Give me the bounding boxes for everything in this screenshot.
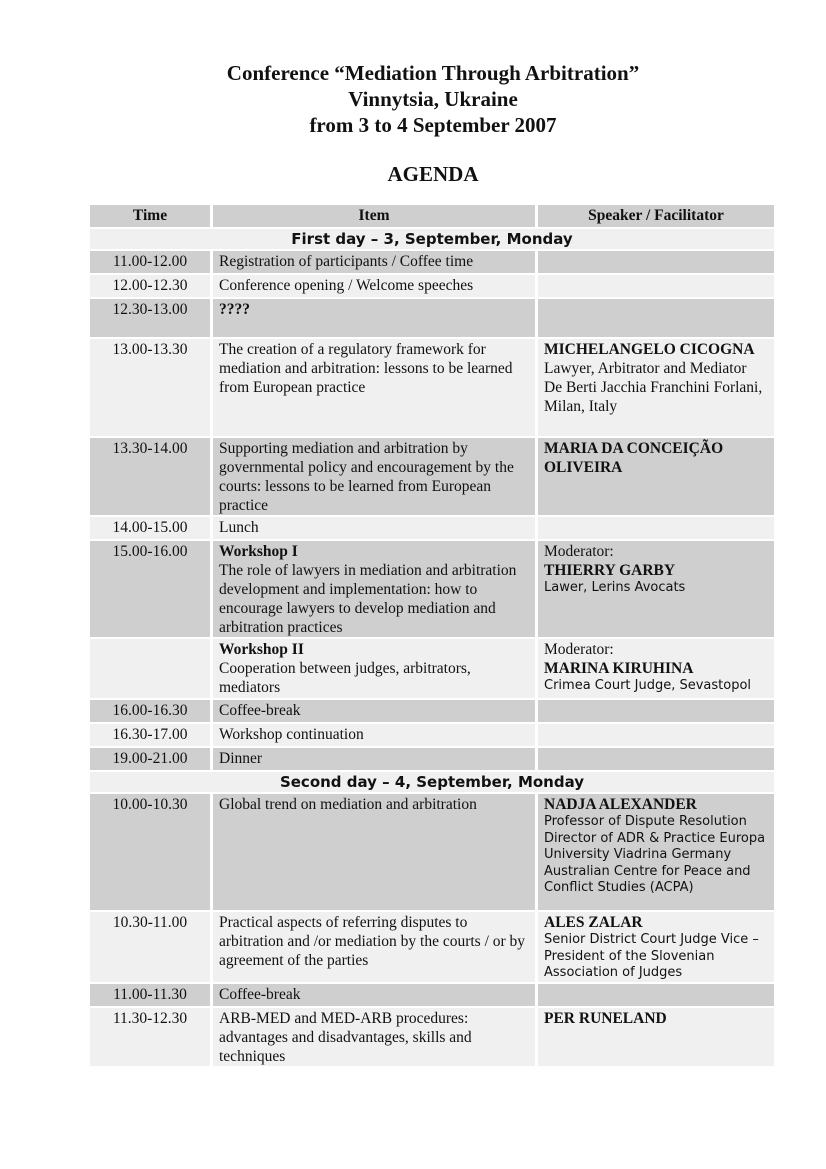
item-cell: Dinner	[213, 748, 535, 770]
item-cell	[213, 639, 535, 698]
column-header-time: Time	[90, 205, 210, 227]
table-header-row	[90, 205, 774, 227]
item-cell: Lunch	[213, 517, 535, 539]
speaker-detail: Professor of Dispute Resolution Director of ADR & Practice Europa University Viadrina Germany Australian Centre for Peace and Conflict Studies (ACPA)	[544, 814, 766, 895]
time-cell: 15.00-16.00	[90, 541, 210, 637]
table-row	[90, 339, 774, 436]
speaker-role: Moderator:	[544, 641, 614, 658]
speaker-cell	[538, 984, 774, 1006]
item-cell: Registration of participants / Coffee time	[213, 251, 535, 273]
day-one-label: First day – 3, September, Monday	[90, 229, 774, 249]
table-row	[90, 700, 774, 722]
speaker-cell	[538, 339, 774, 436]
time-cell: 16.30-17.00	[90, 724, 210, 746]
speaker-cell	[538, 275, 774, 297]
table-row	[90, 517, 774, 539]
speaker-cell	[538, 794, 774, 910]
time-cell: 16.00-16.30	[90, 700, 210, 722]
conference-dates: from 3 to 4 September 2007	[309, 113, 557, 137]
speaker-name: MARIA DA CONCEIÇÃO OLIVEIRA	[538, 438, 774, 515]
speaker-cell	[538, 541, 774, 637]
item-cell: Coffee-break	[213, 984, 535, 1006]
table-row	[90, 541, 774, 637]
speaker-cell	[538, 251, 774, 273]
table-row	[90, 275, 774, 297]
agenda-title: AGENDA	[387, 162, 479, 186]
item-cell: Supporting mediation and arbitration by governmental policy and encouragement by the courts: lessons to be learned from European practice	[213, 438, 535, 515]
speaker-cell	[538, 912, 774, 982]
time-cell: 11.30-12.30	[90, 1008, 210, 1066]
time-cell: 12.00-12.30	[90, 275, 210, 297]
workshop-description: Cooperation between judges, arbitrators, mediators	[219, 660, 471, 696]
speaker-cell	[538, 517, 774, 539]
speaker-cell	[538, 748, 774, 770]
time-cell: 19.00-21.00	[90, 748, 210, 770]
item-cell: Conference opening / Welcome speeches	[213, 275, 535, 297]
workshop-description: The role of lawyers in mediation and arbitration development and implementation: how to encourage lawyers to develop mediation and arbitration practices	[219, 562, 517, 636]
item-cell: Practical aspects of referring disputes to arbitration and /or mediation by the courts / or by agreement of the parties	[213, 912, 535, 982]
speaker-cell	[538, 724, 774, 746]
agenda-table	[90, 205, 774, 1068]
table-row	[90, 984, 774, 1006]
item-cell: ARB-MED and MED-ARB procedures: advantages and disadvantages, skills and techniques	[213, 1008, 535, 1066]
time-cell: 11.00-12.00	[90, 251, 210, 273]
conference-header	[0, 60, 826, 138]
time-cell: 10.30-11.00	[90, 912, 210, 982]
speaker-name: MICHELANGELO CICOGNA	[544, 341, 755, 358]
day-two-label: Second day – 4, September, Monday	[90, 772, 774, 792]
table-row	[90, 639, 774, 698]
time-cell: 10.00-10.30	[90, 794, 210, 910]
speaker-name: MARINA KIRUHINA	[544, 660, 694, 677]
item-cell: Global trend on mediation and arbitration	[213, 794, 535, 910]
speaker-detail: Lawer, Lerins Avocats	[544, 580, 686, 595]
item-cell: ????	[213, 299, 535, 337]
workshop-title: Workshop II	[219, 641, 304, 658]
item-cell: Workshop continuation	[213, 724, 535, 746]
item-cell: Coffee-break	[213, 700, 535, 722]
speaker-cell	[538, 639, 774, 698]
time-cell	[90, 639, 210, 698]
table-row	[90, 438, 774, 515]
column-header-item: Item	[213, 205, 535, 227]
table-row	[90, 724, 774, 746]
table-row	[90, 794, 774, 910]
time-cell: 11.00-11.30	[90, 984, 210, 1006]
speaker-name: THIERRY GARBY	[544, 562, 676, 579]
item-cell	[213, 541, 535, 637]
conference-location: Vinnytsia, Ukraine	[348, 87, 518, 111]
item-cell: The creation of a regulatory framework for mediation and arbitration: lessons to be learned from European practice	[213, 339, 535, 436]
table-row	[90, 1008, 774, 1066]
speaker-name: NADJA ALEXANDER	[544, 796, 697, 813]
speaker-name: PER RUNELAND	[538, 1008, 774, 1066]
speaker-detail: Senior District Court Judge Vice – President of the Slovenian Association of Judges	[544, 932, 759, 980]
speaker-cell	[538, 700, 774, 722]
speaker-detail: Crimea Court Judge, Sevastopol	[544, 678, 752, 693]
conference-title: Conference “Mediation Through Arbitration”	[226, 61, 640, 85]
time-cell: 13.00-13.30	[90, 339, 210, 436]
time-cell: 13.30-14.00	[90, 438, 210, 515]
speaker-cell	[538, 299, 774, 337]
workshop-title: Workshop I	[219, 543, 298, 560]
speaker-detail: Lawyer, Arbitrator and Mediator De Berti Jacchia Franchini Forlani, Milan, Italy	[544, 360, 763, 415]
speaker-role: Moderator:	[544, 543, 614, 560]
table-row	[90, 748, 774, 770]
speaker-name: ALES ZALAR	[544, 914, 643, 931]
table-row	[90, 299, 774, 337]
column-header-speaker: Speaker / Facilitator	[538, 205, 774, 227]
table-row	[90, 251, 774, 273]
time-cell: 12.30-13.00	[90, 299, 210, 337]
table-row	[90, 912, 774, 982]
time-cell: 14.00-15.00	[90, 517, 210, 539]
